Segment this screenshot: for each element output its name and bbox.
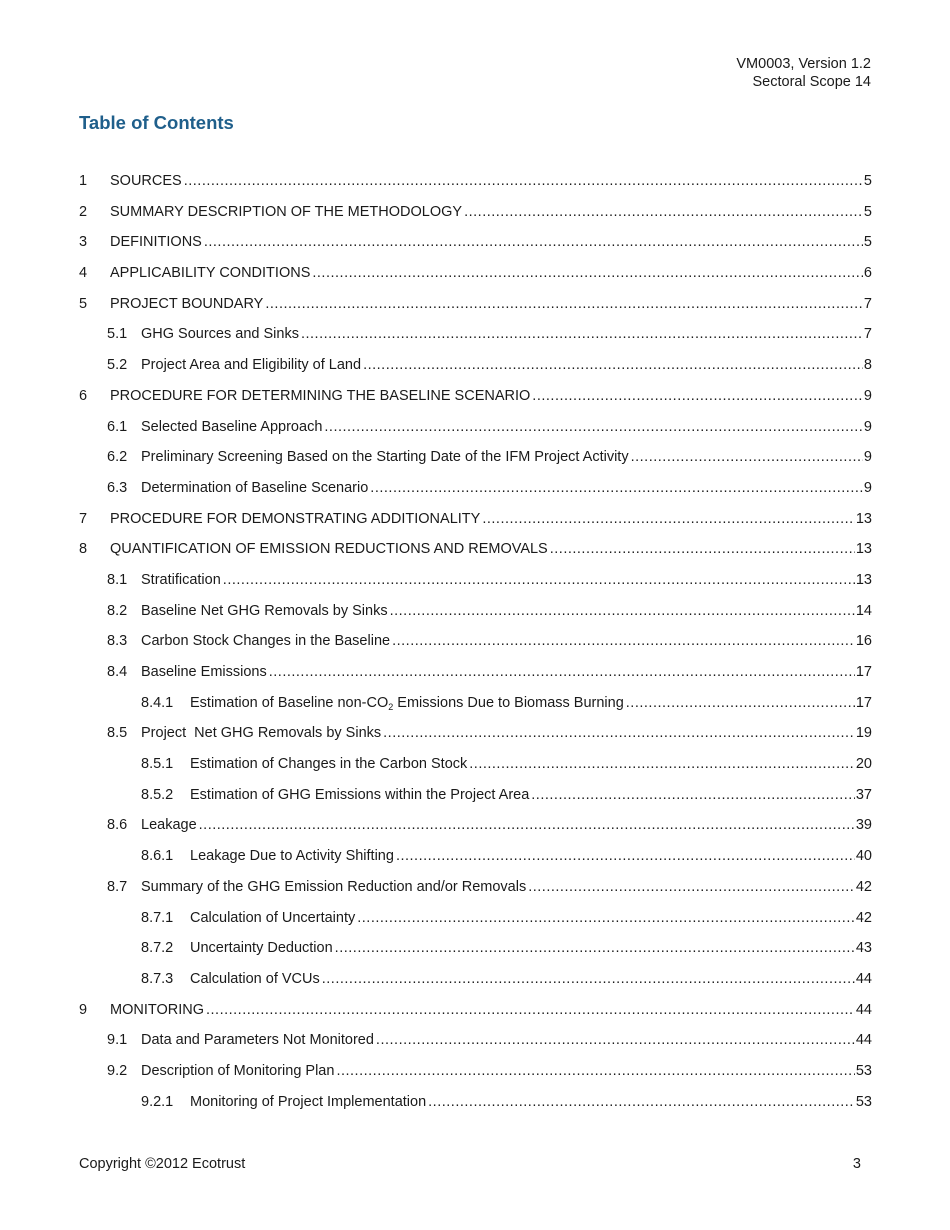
toc-entry-title: Estimation of GHG Emissions within the Project Area — [190, 786, 530, 803]
toc-entry-title: Determination of Baseline Scenario — [141, 479, 369, 496]
toc-entry-3[interactable] — [79, 227, 872, 258]
toc-entry-4[interactable] — [79, 258, 872, 289]
toc-entry-6-2[interactable] — [79, 442, 872, 473]
toc-entry-page: 7 — [863, 295, 872, 312]
dot-leader — [383, 718, 855, 749]
toc-entry-page: 5 — [863, 173, 872, 189]
page-header — [736, 55, 871, 91]
toc-entry-page: 13 — [855, 510, 872, 527]
toc-entry-5[interactable] — [79, 289, 872, 320]
toc-entry-page: 42 — [855, 878, 872, 895]
toc-entry-number: 8.6 — [107, 817, 128, 834]
toc-entry-page: 42 — [855, 909, 872, 926]
toc-entry-page: 5 — [863, 203, 872, 220]
toc-entry-page: 53 — [855, 1062, 872, 1079]
toc-entry-page: 44 — [855, 1032, 872, 1049]
toc-entry-8-2[interactable] — [79, 596, 872, 627]
toc-entry-title: Leakage — [141, 817, 197, 834]
toc-entry-title: PROCEDURE FOR DETERMINING THE BASELINE SCENARIO — [110, 387, 531, 404]
toc-entry-title: Baseline Emissions — [141, 664, 267, 680]
dot-leader — [528, 872, 855, 903]
toc-entry-title: Summary of the GHG Emission Reduction and/or Removals — [141, 878, 527, 895]
toc-entry-page: 19 — [855, 725, 872, 742]
toc-entry-page: 9 — [863, 479, 872, 496]
toc-entry-number: 7 — [79, 510, 88, 527]
toc-entry-8-7-1[interactable] — [79, 903, 872, 934]
toc-entry-8-3[interactable] — [79, 626, 872, 657]
toc-entry-8-7-2[interactable] — [79, 933, 872, 964]
toc-entry-page: 20 — [855, 756, 872, 773]
toc-entry-8-7[interactable] — [79, 872, 872, 903]
toc-entry-title: Leakage Due to Activity Shifting — [190, 848, 394, 865]
toc-entry-page: 6 — [863, 265, 872, 282]
dot-leader — [223, 565, 855, 596]
toc-entry-page: 16 — [855, 633, 872, 650]
toc-entry-page: 5 — [863, 234, 872, 251]
document-id: VM0003, Version 1.2 — [736, 56, 871, 72]
toc-entry-title: MONITORING — [110, 1001, 204, 1018]
toc-entry-title: Calculation of Uncertainty — [190, 909, 356, 926]
dot-leader — [269, 657, 855, 688]
toc-entry-title: Preliminary Screening Based on the Starting Date of the IFM Project Activity — [141, 449, 629, 466]
dot-leader — [631, 442, 863, 473]
toc-entry-title: Selected Baseline Approach — [141, 418, 323, 435]
toc-entry-8-7-3[interactable] — [79, 964, 872, 995]
toc-entry-page: 44 — [855, 1001, 872, 1018]
dot-leader — [336, 1056, 854, 1087]
toc-entry-number: 8 — [79, 541, 88, 558]
toc-entry-number: 8.6.1 — [141, 848, 174, 865]
toc-heading: Table of Contents — [79, 112, 234, 133]
copyright-text: Copyright ©2012 Ecotrust — [79, 1156, 246, 1172]
toc-entry-page: 17 — [855, 664, 872, 680]
toc-entry-page: 43 — [855, 940, 872, 957]
toc-entry-8-5-2[interactable] — [79, 780, 872, 811]
toc-entry-page: 13 — [855, 541, 872, 558]
toc-entry-number: 4 — [79, 265, 88, 282]
toc-entry-number: 5.2 — [107, 357, 128, 374]
toc-entry-title: APPLICABILITY CONDITIONS — [110, 265, 311, 282]
toc-entry-5-1[interactable] — [79, 319, 872, 350]
toc-entry-number: 8.7.1 — [141, 909, 174, 926]
toc-entry-title: SUMMARY DESCRIPTION OF THE METHODOLOGY — [110, 203, 463, 220]
toc-entry-number: 1 — [79, 173, 88, 189]
toc-entry-number: 6.3 — [107, 479, 128, 496]
toc-entry-number: 9.2 — [107, 1062, 128, 1079]
dot-leader — [464, 197, 863, 228]
toc-entry-8-4-1[interactable] — [79, 688, 872, 719]
dot-leader — [390, 596, 855, 627]
toc-entry-title: Data and Parameters Not Monitored — [141, 1032, 374, 1049]
toc-entry-number: 3 — [79, 234, 88, 251]
sectoral-scope: Sectoral Scope 14 — [752, 74, 871, 90]
toc-entry-8-6-1[interactable] — [79, 841, 872, 872]
toc-entry-5-2[interactable] — [79, 350, 872, 381]
toc-entry-title: QUANTIFICATION OF EMISSION REDUCTIONS AND REMOVALS — [110, 541, 548, 558]
toc-entry-number: 8.7 — [107, 878, 128, 895]
toc-entry-page: 9 — [863, 387, 872, 404]
toc-entry-title: DEFINITIONS — [110, 234, 202, 251]
toc-entry-6[interactable] — [79, 381, 872, 412]
toc-entry-number: 8.4 — [107, 664, 128, 680]
toc-entry-title: Calculation of VCUs — [190, 970, 320, 987]
dot-leader — [265, 289, 863, 320]
table-of-contents — [79, 166, 872, 1117]
toc-entry-page: 39 — [855, 817, 872, 834]
toc-entry-2[interactable] — [79, 197, 872, 228]
toc-entry-title: Estimation of Changes in the Carbon Stock — [190, 756, 468, 773]
toc-entry-title: Description of Monitoring Plan — [141, 1062, 335, 1079]
dot-leader — [469, 749, 855, 780]
subscript-2: 2 — [388, 701, 394, 712]
dot-leader — [428, 1087, 855, 1118]
toc-entry-9-2-1[interactable] — [79, 1087, 872, 1118]
dot-leader — [184, 166, 863, 197]
toc-entry-6-3[interactable] — [79, 473, 872, 504]
toc-entry-number: 9.1 — [107, 1032, 128, 1049]
dot-leader — [531, 780, 855, 811]
toc-entry-number: 8.1 — [107, 571, 128, 588]
toc-entry-number: 2 — [79, 203, 88, 220]
toc-entry-number: 6.2 — [107, 449, 128, 466]
toc-entry-number: 8.2 — [107, 602, 128, 619]
dot-leader — [199, 810, 855, 841]
toc-entry-number: 9.2.1 — [141, 1093, 174, 1110]
toc-entry-8-4[interactable] — [79, 657, 872, 688]
toc-entry-title: PROJECT BOUNDARY — [110, 295, 264, 312]
dot-leader — [532, 381, 863, 412]
toc-entry-number: 8.7.2 — [141, 940, 174, 957]
dot-leader — [550, 534, 855, 565]
toc-entry-8[interactable] — [79, 534, 872, 565]
toc-entry-title: PROCEDURE FOR DEMONSTRATING ADDITIONALITY — [110, 510, 481, 527]
toc-entry-8-5-1[interactable] — [79, 749, 872, 780]
toc-entry-page: 53 — [855, 1093, 872, 1110]
dot-leader — [312, 258, 863, 289]
dot-leader — [626, 688, 855, 719]
toc-entry-title: Project Area and Eligibility of Land — [141, 357, 362, 374]
toc-entry-title: Uncertainty Deduction — [190, 940, 333, 957]
toc-entry-number: 8.5.1 — [141, 756, 174, 773]
dot-leader — [396, 841, 855, 872]
toc-entry-title — [190, 688, 624, 719]
toc-entry-title: Project Net GHG Removals by Sinks — [141, 725, 382, 742]
toc-entry-title: Carbon Stock Changes in the Baseline — [141, 633, 391, 650]
toc-entry-page: 44 — [855, 970, 872, 987]
toc-entry-page: 8 — [863, 357, 872, 374]
dot-leader — [204, 227, 863, 258]
dot-leader — [363, 350, 863, 381]
toc-entry-8-1[interactable] — [79, 565, 872, 596]
dot-leader — [392, 626, 855, 657]
toc-entry-number: 8.5.2 — [141, 786, 174, 803]
toc-entry-9-1[interactable] — [79, 1025, 872, 1056]
toc-entry-title: Monitoring of Project Implementation — [190, 1093, 427, 1110]
toc-entry-number: 8.3 — [107, 633, 128, 650]
toc-entry-page: 9 — [863, 449, 872, 466]
toc-entry-number: 5.1 — [107, 326, 128, 343]
dot-leader — [482, 504, 855, 535]
dot-leader — [301, 319, 863, 350]
toc-entry-page: 14 — [855, 602, 872, 619]
dot-leader — [370, 473, 863, 504]
toc-entry-title: Stratification — [141, 571, 221, 588]
dot-leader — [335, 933, 855, 964]
toc-entry-title: Baseline Net GHG Removals by Sinks — [141, 602, 388, 619]
toc-entry-number: 8.5 — [107, 725, 128, 742]
toc-entry-page: 17 — [855, 694, 872, 711]
dot-leader — [357, 903, 855, 934]
toc-entry-8-6[interactable] — [79, 810, 872, 841]
toc-entry-1[interactable] — [79, 166, 872, 197]
dot-leader — [322, 964, 855, 995]
page-footer — [79, 1156, 861, 1172]
toc-entry-title: SOURCES — [110, 173, 182, 189]
title-part: Emissions Due to Biomass Burning — [393, 694, 624, 711]
toc-entry-9[interactable] — [79, 995, 872, 1026]
dot-leader — [206, 995, 855, 1026]
toc-entry-page: 13 — [855, 571, 872, 588]
toc-entry-number: 5 — [79, 295, 88, 312]
toc-entry-number: 8.4.1 — [141, 694, 174, 711]
toc-entry-title: GHG Sources and Sinks — [141, 326, 299, 343]
toc-entry-7[interactable] — [79, 504, 872, 535]
page-number: 3 — [852, 1156, 861, 1172]
toc-entry-page: 7 — [863, 326, 872, 343]
toc-entry-page: 37 — [855, 786, 872, 803]
toc-entry-number: 9 — [79, 1001, 88, 1018]
title-part: Estimation of Baseline non-CO — [190, 694, 389, 711]
toc-entry-number: 6 — [79, 387, 88, 404]
dot-leader — [324, 412, 863, 443]
toc-entry-page: 9 — [863, 418, 872, 435]
toc-entry-6-1[interactable] — [79, 412, 872, 443]
toc-entry-8-5[interactable] — [79, 718, 872, 749]
dot-leader — [376, 1025, 855, 1056]
toc-entry-number: 8.7.3 — [141, 970, 174, 987]
toc-entry-9-2[interactable] — [79, 1056, 872, 1087]
toc-entry-number: 6.1 — [107, 418, 128, 435]
toc-entry-page: 40 — [855, 848, 872, 865]
